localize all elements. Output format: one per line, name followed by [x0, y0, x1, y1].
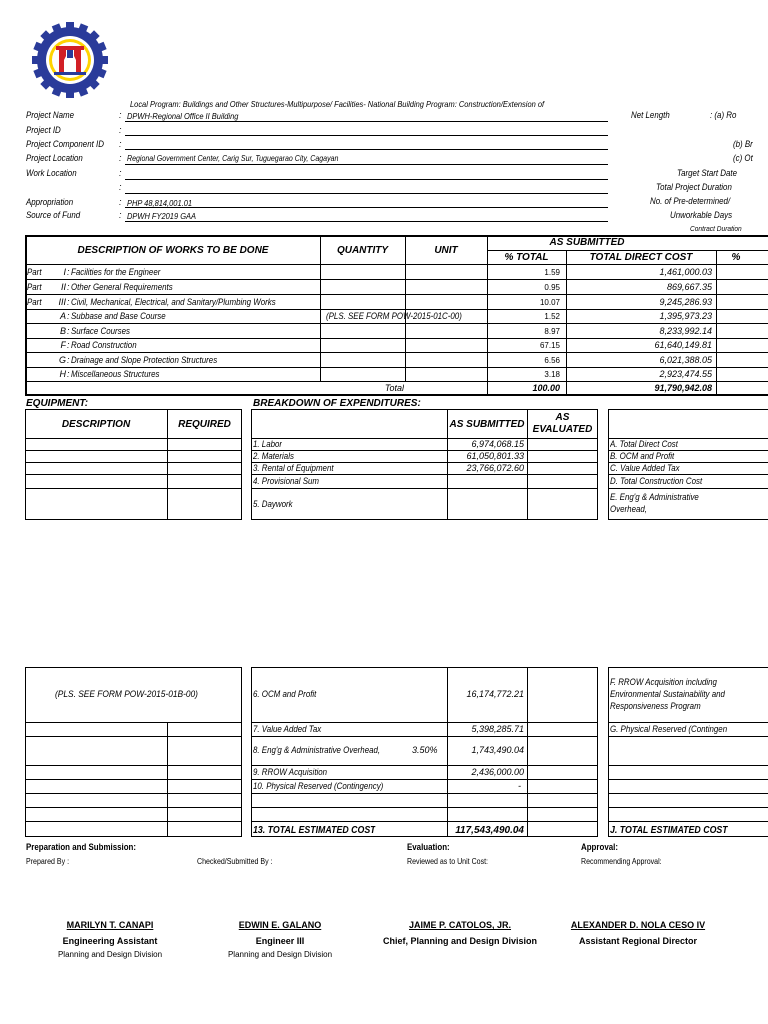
equipment-note: (PLS. SEE FORM POW-2015-01B-00) [55, 689, 198, 700]
header-unit: UNIT [434, 245, 458, 256]
row-code: G [58, 355, 66, 365]
signatory-name: JAIME P. CATOLOS, JR. [408, 920, 512, 930]
label-appropriation: Appropriation [26, 197, 74, 207]
breakdown-value: 61,050,801.33 [466, 451, 524, 461]
label-work-location: Work Location [26, 168, 77, 178]
row-cost: 6,021,388.05 [659, 355, 712, 365]
program-title: Local Program: Buildings and Other Structures-Multipurpose/ Facilities- National Building Program: Construction/Extension of [130, 99, 545, 109]
breakdown-total-value: 117,543,490.04 [455, 825, 524, 836]
breakdown-value: 23,766,072.60 [466, 463, 524, 473]
dpwh-logo [30, 20, 110, 100]
row-cost: 1,395,973.23 [659, 311, 712, 321]
row-description: Surface Courses [71, 326, 130, 336]
label-contract-duration: Contract Duration [690, 224, 742, 233]
row-cost: 1,461,000.03 [659, 267, 712, 277]
row-code: III [58, 297, 66, 307]
signatory-title: Engineering Assistant [62, 936, 158, 946]
label-net-length-c: (c) Ot [733, 153, 753, 163]
row-pct: 10.07 [539, 298, 560, 307]
signatory-name: ALEXANDER D. NOLA CESO IV [570, 920, 706, 930]
equipment-description-header: DESCRIPTION [61, 419, 131, 430]
breakdown-pct: 3.50% [412, 745, 438, 755]
row-cost: 61,640,149.81 [654, 340, 712, 350]
row-description: Drainage and Slope Protection Structures [71, 355, 218, 365]
label-target-start-date: Target Start Date [677, 168, 738, 178]
value-appropriation: PHP 48,814,001.01 [127, 198, 193, 208]
section-approval: Approval: [581, 842, 618, 852]
breakdown-item: 1. Labor [253, 439, 283, 449]
row-pct: 3.18 [544, 370, 560, 379]
header-total-direct-cost: TOTAL DIRECT COST [589, 252, 693, 263]
summary-item: F. RROW Acquisition including [610, 677, 717, 687]
row-description: Civil, Mechanical, Electrical, and Sanitary/Plumbing Works [71, 297, 276, 307]
row-quantity-note: (PLS. SEE FORM POW-2015-01C-00) [326, 311, 462, 321]
row-code: B [59, 326, 66, 336]
label-total-project-duration: Total Project Duration [656, 182, 732, 192]
row-description: Subbase and Base Course [71, 311, 166, 321]
section-evaluation: Evaluation: [407, 842, 450, 852]
summary-item: Environmental Sustainability and [610, 689, 725, 699]
signatory-division: Planning and Design Division [227, 950, 333, 959]
summary-item: D. Total Construction Cost [610, 476, 703, 486]
row-cost: 2,923,474.55 [659, 369, 712, 379]
row-pct: 1.59 [544, 268, 560, 277]
label-source-of-fund: Source of Fund [26, 210, 81, 220]
row-cost: 869,667.35 [666, 282, 712, 292]
row-cost: 9,245,286.93 [659, 297, 712, 307]
row-code: II [60, 282, 66, 292]
row-description: Miscellaneous Structures [71, 369, 160, 379]
breakdown-item: 10. Physical Reserved (Contingency) [253, 781, 384, 791]
header-pct-total: % TOTAL [504, 252, 549, 263]
label-net-length: Net Length [631, 110, 670, 120]
value-project-name: DPWH-Regional Office II Building [127, 111, 239, 121]
role-reviewed-by: Reviewed as to Unit Cost: [407, 857, 489, 866]
header-description: DESCRIPTION OF WORKS TO BE DONE [77, 245, 269, 256]
role-prepared-by: Prepared By : [26, 857, 70, 866]
label-net-length-a: : (a) Ro [710, 110, 737, 120]
section-preparation: Preparation and Submission: [26, 842, 137, 852]
row-part: Part [27, 267, 42, 277]
breakdown-value: 5,398,285.71 [471, 724, 524, 734]
breakdown-item: 6. OCM and Profit [253, 689, 317, 699]
summary-item: B. OCM and Profit [610, 451, 675, 461]
breakdown-total-label: 13. TOTAL ESTIMATED COST [253, 825, 376, 836]
label-project-id: Project ID [26, 125, 61, 135]
total-label: Total [384, 383, 404, 393]
label-net-length-b: (b) Br [733, 139, 753, 149]
breakdown-item: 8. Eng'g & Administrative Overhead, [253, 745, 381, 755]
equipment-title: EQUIPMENT: [26, 398, 89, 409]
breakdown-title: BREAKDOWN OF EXPENDITURES: [253, 398, 421, 409]
row-code: I [63, 267, 66, 277]
breakdown-item: 2. Materials [253, 451, 294, 461]
row-pct: 6.56 [544, 356, 560, 365]
breakdown-value: 1,743,490.04 [471, 745, 524, 755]
signatory-name: EDWIN E. GALANO [238, 920, 322, 930]
label-project-location: Project Location [26, 153, 83, 163]
equipment-required-header: REQUIRED [178, 419, 231, 430]
header-pct: % [731, 252, 741, 263]
row-description: Road Construction [71, 340, 137, 350]
breakdown-item: 9. RROW Acquisition [253, 767, 328, 777]
row-description: Facilities for the Engineer [71, 267, 161, 277]
breakdown-value: 16,174,772.21 [466, 689, 524, 699]
breakdown-value: 2,436,000.00 [471, 767, 524, 777]
row-part: Part [27, 282, 42, 292]
summary-item: C. Value Added Tax [610, 463, 680, 473]
total-pct: 100.00 [532, 383, 560, 393]
header-quantity: QUANTITY [336, 245, 389, 256]
summary-item: G. Physical Reserved (Contingen [610, 724, 728, 734]
row-cost: 8,233,992.14 [659, 326, 712, 336]
role-checked-by: Checked/Submitted By : [197, 857, 273, 866]
summary-item: E. Eng'g & Administrative [610, 492, 699, 502]
value-project-location: Regional Government Center, Carig Sur, Tuguegarao City, Cagayan [127, 154, 339, 163]
signatory-title: Chief, Planning and Design Division [382, 936, 537, 946]
row-pct: 0.95 [544, 283, 560, 292]
breakdown-item: 5. Daywork [253, 499, 293, 509]
row-pct: 8.97 [544, 327, 560, 336]
row-pct: 67.15 [539, 341, 560, 350]
signatory-division: Planning and Design Division [57, 950, 163, 959]
summary-item: Responsiveness Program [610, 701, 701, 711]
row-part: Part [27, 297, 42, 307]
row-code: F [60, 340, 66, 350]
header-as-submitted: AS SUBMITTED [549, 237, 625, 248]
summary-total-label: J. TOTAL ESTIMATED COST [610, 825, 728, 836]
breakdown-item: 3. Rental of Equipment [253, 463, 334, 473]
label-predetermined: No. of Pre-determined/ [650, 196, 731, 206]
row-code: H [59, 369, 66, 379]
row-pct: 1.52 [544, 312, 560, 321]
breakdown-as-submitted: AS SUBMITTED [449, 419, 525, 430]
breakdown-as-evaluated: AS EVALUATED [532, 412, 593, 435]
breakdown-item: 7. Value Added Tax [253, 724, 322, 734]
summary-item: Overhead, [610, 504, 647, 514]
breakdown-item: 4. Provisional Sum [253, 476, 320, 486]
signatory-title: Engineer III [255, 936, 305, 946]
role-recommending: Recommending Approval: [581, 857, 662, 866]
signatory-title: Assistant Regional Director [578, 936, 698, 946]
label-unworkable-days: Unworkable Days [670, 210, 733, 220]
label-project-name: Project Name [26, 110, 74, 120]
breakdown-value: 6,974,068.15 [471, 439, 524, 449]
total-cost: 91,790,942.08 [654, 383, 712, 393]
signatory-name: MARILYN T. CANAPI [66, 920, 154, 930]
value-source-of-fund: DPWH FY2019 GAA [127, 211, 197, 221]
summary-item: A. Total Direct Cost [610, 439, 678, 449]
label-project-component-id: Project Component ID [26, 139, 104, 149]
row-code: A [59, 311, 66, 321]
breakdown-value: - [518, 781, 521, 791]
row-description: Other General Requirements [71, 282, 173, 292]
